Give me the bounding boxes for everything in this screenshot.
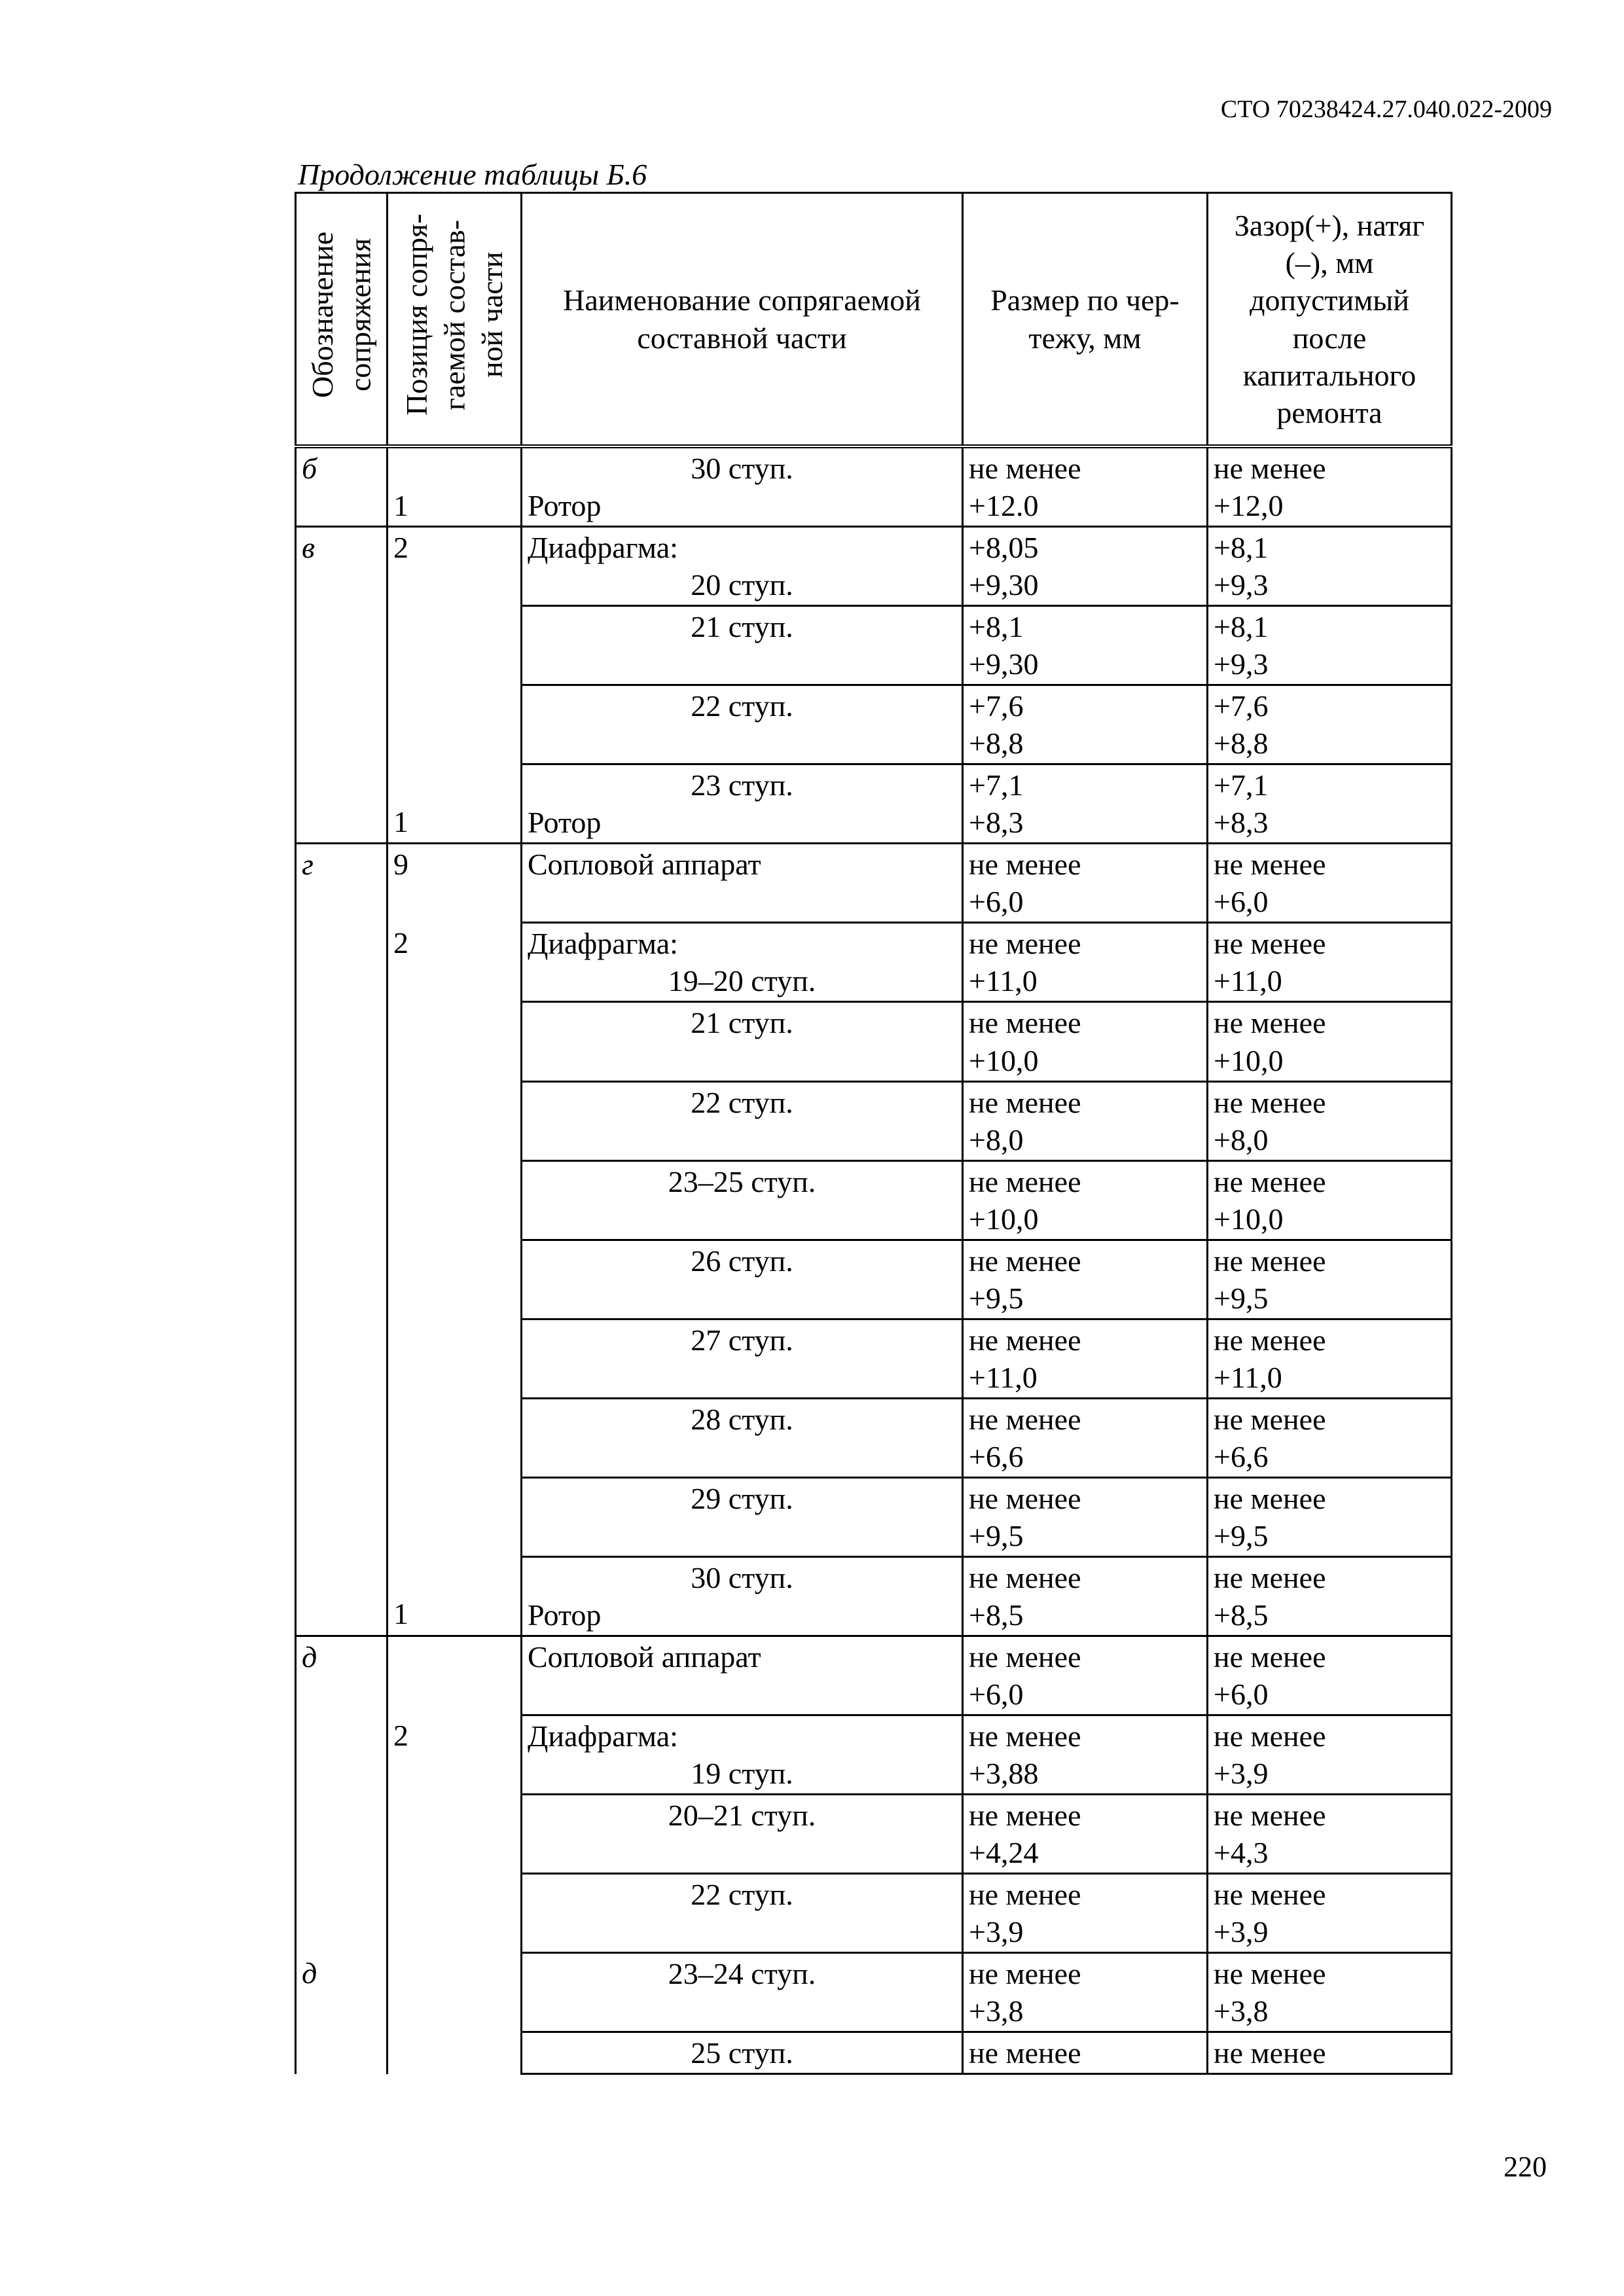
designation-cell xyxy=(296,1715,388,1795)
size-line-2: +11,0 xyxy=(969,1360,1038,1394)
size-line-2: +9,30 xyxy=(969,647,1039,681)
table-row xyxy=(296,1795,1452,1874)
size-line-1: не менее xyxy=(969,1402,1081,1436)
clearance-line-2: +3,9 xyxy=(1214,1757,1269,1791)
table-row xyxy=(296,685,1452,764)
stage-label: 23–24 ступ. xyxy=(668,1957,816,1991)
table-row xyxy=(296,1240,1452,1319)
position-cell xyxy=(388,446,522,527)
drawing-size-cell xyxy=(963,1002,1208,1081)
position-cell xyxy=(388,1002,522,1081)
clearance-cell xyxy=(1208,1319,1452,1398)
drawing-size-cell xyxy=(963,1556,1208,1636)
designation-cell xyxy=(296,1240,388,1319)
position-cell xyxy=(388,1636,522,1715)
stage-label: 22 ступ. xyxy=(691,1085,793,1119)
part-name-cell xyxy=(522,1795,963,1874)
designation-cell xyxy=(296,844,388,923)
size-line-2: +10,0 xyxy=(969,1043,1039,1077)
clearance-line-1: не менее xyxy=(1214,1560,1326,1594)
size-line-1: не менее xyxy=(969,1878,1081,1912)
size-line-1: не менее xyxy=(969,1164,1081,1198)
clearance-line-2: +6,0 xyxy=(1214,1677,1269,1711)
designation-symbol: г xyxy=(302,848,314,882)
table-row xyxy=(296,923,1452,1002)
size-line-1: не менее xyxy=(969,1481,1081,1515)
clearance-line-1: не менее xyxy=(1214,1006,1326,1040)
position-cell xyxy=(388,1398,522,1477)
clearance-line-1: не менее xyxy=(1214,1799,1326,1833)
clearance-line-1: не менее xyxy=(1214,452,1326,486)
stage-label: 30 ступ. xyxy=(691,1560,793,1594)
table-header-row xyxy=(296,193,1452,447)
clearance-line-2: +9,3 xyxy=(1214,647,1269,681)
size-line-1: не менее xyxy=(969,848,1081,882)
stage-label: 23–25 ступ. xyxy=(668,1164,816,1198)
table-row xyxy=(296,1715,1452,1795)
part-name-cell xyxy=(522,1874,963,1953)
clearance-line-2: +10,0 xyxy=(1214,1043,1284,1077)
size-line-1: +8,05 xyxy=(969,531,1039,565)
designation-cell xyxy=(296,1795,388,1874)
position-cell xyxy=(388,764,522,844)
header-part-name: Наименование сопрягаемой составной части xyxy=(522,193,963,447)
table-caption: Продолжение таблицы Б.6 xyxy=(298,158,647,191)
clearance-cell xyxy=(1208,1398,1452,1477)
table-row xyxy=(296,1081,1452,1160)
size-line-2: +10,0 xyxy=(969,1202,1039,1236)
table-row xyxy=(296,606,1452,685)
clearance-cell xyxy=(1208,1002,1452,1081)
clearance-line-2: +8,0 xyxy=(1214,1122,1269,1157)
designation-symbol: в xyxy=(302,531,315,565)
clearance-line-2: +8,3 xyxy=(1214,806,1269,840)
position-cell xyxy=(388,1319,522,1398)
clearance-line-2: +9,3 xyxy=(1214,568,1269,602)
table-row xyxy=(296,1319,1452,1398)
table-row xyxy=(296,1953,1452,2032)
table-row xyxy=(296,844,1452,923)
part-name-cell xyxy=(522,1715,963,1795)
size-line-1: не менее xyxy=(969,1719,1081,1753)
part-name-cell xyxy=(522,1240,963,1319)
clearance-line-1: не менее xyxy=(1214,2036,1326,2070)
designation-cell xyxy=(296,923,388,1002)
part-name: Диафрагма: xyxy=(528,927,678,961)
size-line-1: +8,1 xyxy=(969,610,1024,644)
part-name: Сопловой аппарат xyxy=(528,1640,761,1674)
designation-cell xyxy=(296,2032,388,2074)
position-cell xyxy=(388,1715,522,1795)
position-cell xyxy=(388,1953,522,2032)
position-cell xyxy=(388,1240,522,1319)
size-line-2: +6,6 xyxy=(969,1439,1024,1473)
clearance-cell xyxy=(1208,1240,1452,1319)
clearance-line-2: +12,0 xyxy=(1214,489,1284,523)
size-line-1: не менее xyxy=(969,1006,1081,1040)
clearance-cell xyxy=(1208,844,1452,923)
table-row xyxy=(296,446,1452,527)
designation-symbol: б xyxy=(302,452,317,486)
drawing-size-cell xyxy=(963,1795,1208,1874)
designation-symbol: д xyxy=(302,1640,317,1674)
clearance-line-2: +9,5 xyxy=(1214,1281,1269,1315)
part-name-cell xyxy=(522,764,963,844)
clearance-line-2: +8,8 xyxy=(1214,726,1269,761)
part-name-cell xyxy=(522,1398,963,1477)
position-top: 2 xyxy=(393,925,408,960)
drawing-size-cell xyxy=(963,1160,1208,1240)
part-name-cell xyxy=(522,446,963,527)
stage-label: 21 ступ. xyxy=(691,1006,793,1040)
position-bottom: 1 xyxy=(393,1597,408,1631)
stage-label: 29 ступ. xyxy=(691,1481,793,1515)
part-name-cell xyxy=(522,1319,963,1398)
part-name-bottom: Ротор xyxy=(528,806,602,840)
size-line-1: не менее xyxy=(969,2036,1081,2070)
drawing-size-cell xyxy=(963,1477,1208,1556)
size-line-1: не менее xyxy=(969,1560,1081,1594)
designation-symbol: д xyxy=(302,1956,317,1990)
drawing-size-cell xyxy=(963,1398,1208,1477)
position-cell xyxy=(388,2032,522,2074)
drawing-size-cell xyxy=(963,764,1208,844)
document-code: СТО 70238424.27.040.022-2009 xyxy=(1220,96,1552,123)
part-name-cell xyxy=(522,1160,963,1240)
size-line-2: +6,0 xyxy=(969,885,1024,919)
clearance-line-2: +11,0 xyxy=(1214,1360,1282,1394)
clearance-line-1: +8,1 xyxy=(1214,610,1269,644)
clearance-cell xyxy=(1208,2032,1452,2074)
clearance-line-1: +8,1 xyxy=(1214,531,1269,565)
position-cell xyxy=(388,1874,522,1953)
size-line-2: +8,5 xyxy=(969,1598,1024,1632)
size-line-1: +7,1 xyxy=(969,768,1024,802)
part-name-cell xyxy=(522,2032,963,2074)
clearance-cell xyxy=(1208,1874,1452,1953)
part-name-cell xyxy=(522,527,963,606)
designation-cell xyxy=(296,1002,388,1081)
position-cell xyxy=(388,1556,522,1636)
designation-cell xyxy=(296,1160,388,1240)
drawing-size-cell xyxy=(963,1715,1208,1795)
position-cell xyxy=(388,1081,522,1160)
position-top: 9 xyxy=(393,848,408,882)
size-line-1: не менее xyxy=(969,452,1081,486)
clearance-line-1: +7,1 xyxy=(1214,768,1269,802)
drawing-size-cell xyxy=(963,606,1208,685)
stage-label: 22 ступ. xyxy=(691,1878,793,1912)
clearance-line-2: +3,9 xyxy=(1214,1915,1269,1949)
clearance-cell xyxy=(1208,1477,1452,1556)
size-line-1: не менее xyxy=(969,1957,1081,1991)
stage-label: 28 ступ. xyxy=(691,1402,793,1436)
designation-cell xyxy=(296,1874,388,1953)
table-row xyxy=(296,1160,1452,1240)
designation-cell xyxy=(296,1081,388,1160)
designation-cell xyxy=(296,1477,388,1556)
clearance-line-2: +6,6 xyxy=(1214,1439,1269,1473)
designation-cell xyxy=(296,1319,388,1398)
table-row xyxy=(296,1636,1452,1715)
header-drawing-size: Размер по чер-тежу, мм xyxy=(963,193,1208,447)
position-cell xyxy=(388,1477,522,1556)
part-name: Сопловой аппарат xyxy=(528,848,761,882)
size-line-2: +4,24 xyxy=(969,1836,1039,1870)
stage-label: 23 ступ. xyxy=(691,768,793,802)
part-name-cell xyxy=(522,923,963,1002)
size-line-2: +9,30 xyxy=(969,568,1039,602)
clearance-cell xyxy=(1208,923,1452,1002)
size-line-2: +9,5 xyxy=(969,1281,1024,1315)
table-row xyxy=(296,1002,1452,1081)
clearance-line-1: не менее xyxy=(1214,1640,1326,1674)
clearance-cell xyxy=(1208,685,1452,764)
size-line-2: +3,8 xyxy=(969,1994,1024,2028)
clearance-line-1: не менее xyxy=(1214,1402,1326,1436)
designation-cell xyxy=(296,606,388,685)
header-position: Позиция сопря-гаемой состав-ной части xyxy=(388,193,522,447)
clearance-line-2: +11,0 xyxy=(1214,964,1282,998)
position-cell xyxy=(388,685,522,764)
clearance-cell xyxy=(1208,1715,1452,1795)
part-name-cell xyxy=(522,1081,963,1160)
designation-cell xyxy=(296,1953,388,2032)
size-line-2: +8,3 xyxy=(969,806,1024,840)
clearance-line-2: +6,0 xyxy=(1214,885,1269,919)
position-top: 2 xyxy=(393,531,408,565)
clearance-cell xyxy=(1208,1160,1452,1240)
size-line-2: +8,0 xyxy=(969,1122,1024,1157)
part-name: Диафрагма: xyxy=(528,531,678,565)
header-clearance: Зазор(+), натяг (–), мм допустимый после капитального ремонта xyxy=(1208,193,1452,447)
position-cell xyxy=(388,1795,522,1874)
drawing-size-cell xyxy=(963,685,1208,764)
size-line-2: +8,8 xyxy=(969,726,1024,761)
clearance-cell xyxy=(1208,764,1452,844)
clearance-line-1: не менее xyxy=(1214,848,1326,882)
clearance-cell xyxy=(1208,527,1452,606)
position-cell xyxy=(388,527,522,606)
size-line-1: не менее xyxy=(969,1085,1081,1119)
part-name-cell xyxy=(522,1477,963,1556)
clearance-line-2: +3,8 xyxy=(1214,1994,1269,2028)
part-name-bottom: Ротор xyxy=(528,1598,602,1632)
drawing-size-cell xyxy=(963,1636,1208,1715)
clearance-cell xyxy=(1208,606,1452,685)
part-name-bottom: Ротор xyxy=(528,489,602,523)
clearance-cell xyxy=(1208,1795,1452,1874)
size-line-2: +6,0 xyxy=(969,1677,1024,1711)
stage-label: 30 ступ. xyxy=(691,452,793,486)
stage-label: 21 ступ. xyxy=(691,610,793,644)
part-name-cell xyxy=(522,606,963,685)
clearance-line-1: не менее xyxy=(1214,1164,1326,1198)
clearance-cell xyxy=(1208,446,1452,527)
table-row xyxy=(296,1874,1452,1953)
table-row xyxy=(296,764,1452,844)
drawing-size-cell xyxy=(963,1319,1208,1398)
designation-cell xyxy=(296,446,388,527)
clearance-line-1: не менее xyxy=(1214,1323,1326,1357)
designation-cell xyxy=(296,685,388,764)
position-cell xyxy=(388,923,522,1002)
table-row xyxy=(296,1398,1452,1477)
header-designation: Обозначение сопряжения xyxy=(296,193,388,447)
table-row xyxy=(296,1477,1452,1556)
size-line-1: не менее xyxy=(969,1244,1081,1278)
drawing-size-cell xyxy=(963,1081,1208,1160)
clearance-line-2: +4,3 xyxy=(1214,1836,1269,1870)
clearance-line-1: не менее xyxy=(1214,1957,1326,1991)
size-line-2: +3,88 xyxy=(969,1757,1039,1791)
clearance-cell xyxy=(1208,1081,1452,1160)
position-bottom: 1 xyxy=(393,489,408,523)
drawing-size-cell xyxy=(963,446,1208,527)
designation-cell xyxy=(296,1556,388,1636)
stage-label: 20–21 ступ. xyxy=(668,1799,816,1833)
position-bottom: 1 xyxy=(393,804,408,838)
clearance-line-1: +7,6 xyxy=(1214,689,1269,723)
stage-label: 22 ступ. xyxy=(691,689,793,723)
clearance-line-1: не менее xyxy=(1214,1878,1326,1912)
size-line-2: +12.0 xyxy=(969,489,1039,523)
clearance-line-2: +9,5 xyxy=(1214,1518,1269,1552)
part-name-cell xyxy=(522,1556,963,1636)
position-cell xyxy=(388,606,522,685)
clearance-line-1: не менее xyxy=(1214,1244,1326,1278)
drawing-size-cell xyxy=(963,527,1208,606)
designation-cell xyxy=(296,527,388,606)
table-row xyxy=(296,2032,1452,2074)
page-number: 220 xyxy=(1504,2151,1547,2183)
size-line-1: не менее xyxy=(969,927,1081,961)
stage-label: 25 ступ. xyxy=(691,2036,793,2070)
size-line-2: +11,0 xyxy=(969,964,1038,998)
stage-label: 19 ступ. xyxy=(691,1757,793,1791)
part-name-cell xyxy=(522,685,963,764)
size-line-1: не менее xyxy=(969,1799,1081,1833)
clearance-cell xyxy=(1208,1953,1452,2032)
clearance-cell xyxy=(1208,1556,1452,1636)
stage-label: 19–20 ступ. xyxy=(668,964,816,998)
table-row xyxy=(296,1556,1452,1636)
designation-cell xyxy=(296,1636,388,1715)
position-cell xyxy=(388,1160,522,1240)
drawing-size-cell xyxy=(963,923,1208,1002)
clearance-line-1: не менее xyxy=(1214,1085,1326,1119)
drawing-size-cell xyxy=(963,844,1208,923)
clearance-line-1: не менее xyxy=(1214,927,1326,961)
part-name-cell xyxy=(522,1953,963,2032)
clearance-line-2: +8,5 xyxy=(1214,1598,1269,1632)
tolerance-table xyxy=(295,192,1453,2075)
part-name-cell xyxy=(522,1636,963,1715)
size-line-2: +3,9 xyxy=(969,1915,1024,1949)
stage-label: 20 ступ. xyxy=(691,568,793,602)
size-line-1: +7,6 xyxy=(969,689,1024,723)
designation-cell xyxy=(296,764,388,844)
clearance-line-2: +10,0 xyxy=(1214,1202,1284,1236)
clearance-line-1: не менее xyxy=(1214,1481,1326,1515)
position-top: 2 xyxy=(393,1718,408,1752)
stage-label: 27 ступ. xyxy=(691,1323,793,1357)
size-line-1: не менее xyxy=(969,1640,1081,1674)
clearance-cell xyxy=(1208,1636,1452,1715)
part-name-cell xyxy=(522,844,963,923)
drawing-size-cell xyxy=(963,1874,1208,1953)
designation-cell xyxy=(296,1398,388,1477)
drawing-size-cell xyxy=(963,1953,1208,2032)
part-name: Диафрагма: xyxy=(528,1719,678,1753)
stage-label: 26 ступ. xyxy=(691,1244,793,1278)
position-cell xyxy=(388,844,522,923)
size-line-1: не менее xyxy=(969,1323,1081,1357)
clearance-line-1: не менее xyxy=(1214,1719,1326,1753)
part-name-cell xyxy=(522,1002,963,1081)
table-body xyxy=(296,446,1452,2074)
drawing-size-cell xyxy=(963,1240,1208,1319)
drawing-size-cell xyxy=(963,2032,1208,2074)
size-line-2: +9,5 xyxy=(969,1518,1024,1552)
table-row xyxy=(296,527,1452,606)
